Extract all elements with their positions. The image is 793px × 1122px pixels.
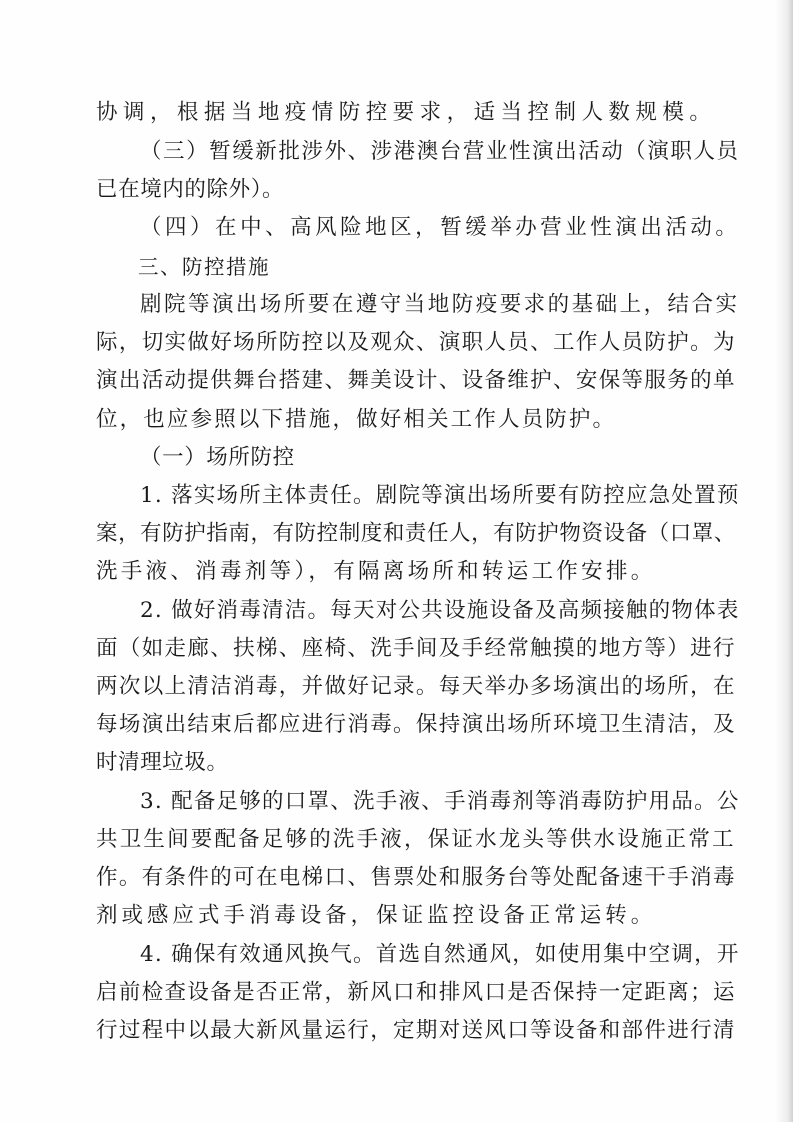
text-line: 1. 落实场所主体责任。剧院等演出场所要有防控应急处置预 — [140, 483, 740, 508]
text-line: 4. 确保有效通风换气。首选自然通风，如使用集中空调，开 — [140, 942, 740, 967]
text-line: 3. 配备足够的口罩、洗手液、手消毒剂等消毒防护用品。公 — [140, 789, 740, 814]
text-line: 启前检查设备是否正常，新风口和排风口是否保持一定距离；运 — [96, 980, 736, 1005]
text-line: 2. 做好消毒清洁。每天对公共设施设备及高频接触的物体表 — [140, 598, 740, 623]
text-line: 案，有防护指南，有防控制度和责任人，有防护物资设备（口罩、 — [96, 521, 736, 546]
text-line: 共卫生间要配备足够的洗手液，保证水龙头等供水设施正常工 — [96, 827, 736, 852]
text-line: 协调，根据当地疫情防控要求，适当控制人数规模。 — [96, 100, 717, 125]
text-line: 时清理垃圾。 — [96, 750, 229, 775]
text-line: 已在境内的除外）。 — [96, 177, 285, 202]
text-line: 面（如走廊、扶梯、座椅、洗手间及手经常触摸的地方等）进行 — [96, 636, 736, 661]
text-line: 两次以上清洁消毒，并做好记录。每天举办多场演出的场所，在 — [96, 674, 736, 699]
section-heading: 三、防控措施 — [138, 255, 270, 279]
subsection-heading: （一）场所防控 — [140, 445, 295, 470]
text-line: 际，切实做好场所防控以及观众、演职人员、工作人员防护。为 — [96, 330, 736, 355]
text-line: 剂或感应式手消毒设备，保证监控设备正常运转。 — [96, 903, 657, 928]
text-line: 行过程中以最大新风量运行，定期对送风口等设备和部件进行清 — [96, 1018, 736, 1043]
text-line: （三）暂缓新批涉外、涉港澳台营业性演出活动（演职人员 — [140, 139, 740, 164]
text-line: 演出活动提供舞台搭建、舞美设计、设备维护、安保等服务的单 — [96, 368, 736, 393]
text-line: 洗手液、消毒剂等），有隔离场所和转运工作安排。 — [96, 559, 656, 584]
text-line: 位，也应参照以下措施，做好相关工作人员防护。 — [96, 407, 617, 432]
text-line: 作。有条件的可在电梯口、售票处和服务台等处配备速干手消毒 — [96, 865, 736, 890]
text-line: （四）在中、高风险地区，暂缓举办营业性演出活动。 — [140, 215, 741, 240]
scan-edge-shadow — [775, 0, 793, 1122]
text-line: 每场演出结束后都应进行消毒。保持演出场所环境卫生清洁，及 — [96, 712, 736, 737]
text-line: 剧院等演出场所要在遵守当地防疫要求的基础上，结合实 — [140, 292, 740, 317]
